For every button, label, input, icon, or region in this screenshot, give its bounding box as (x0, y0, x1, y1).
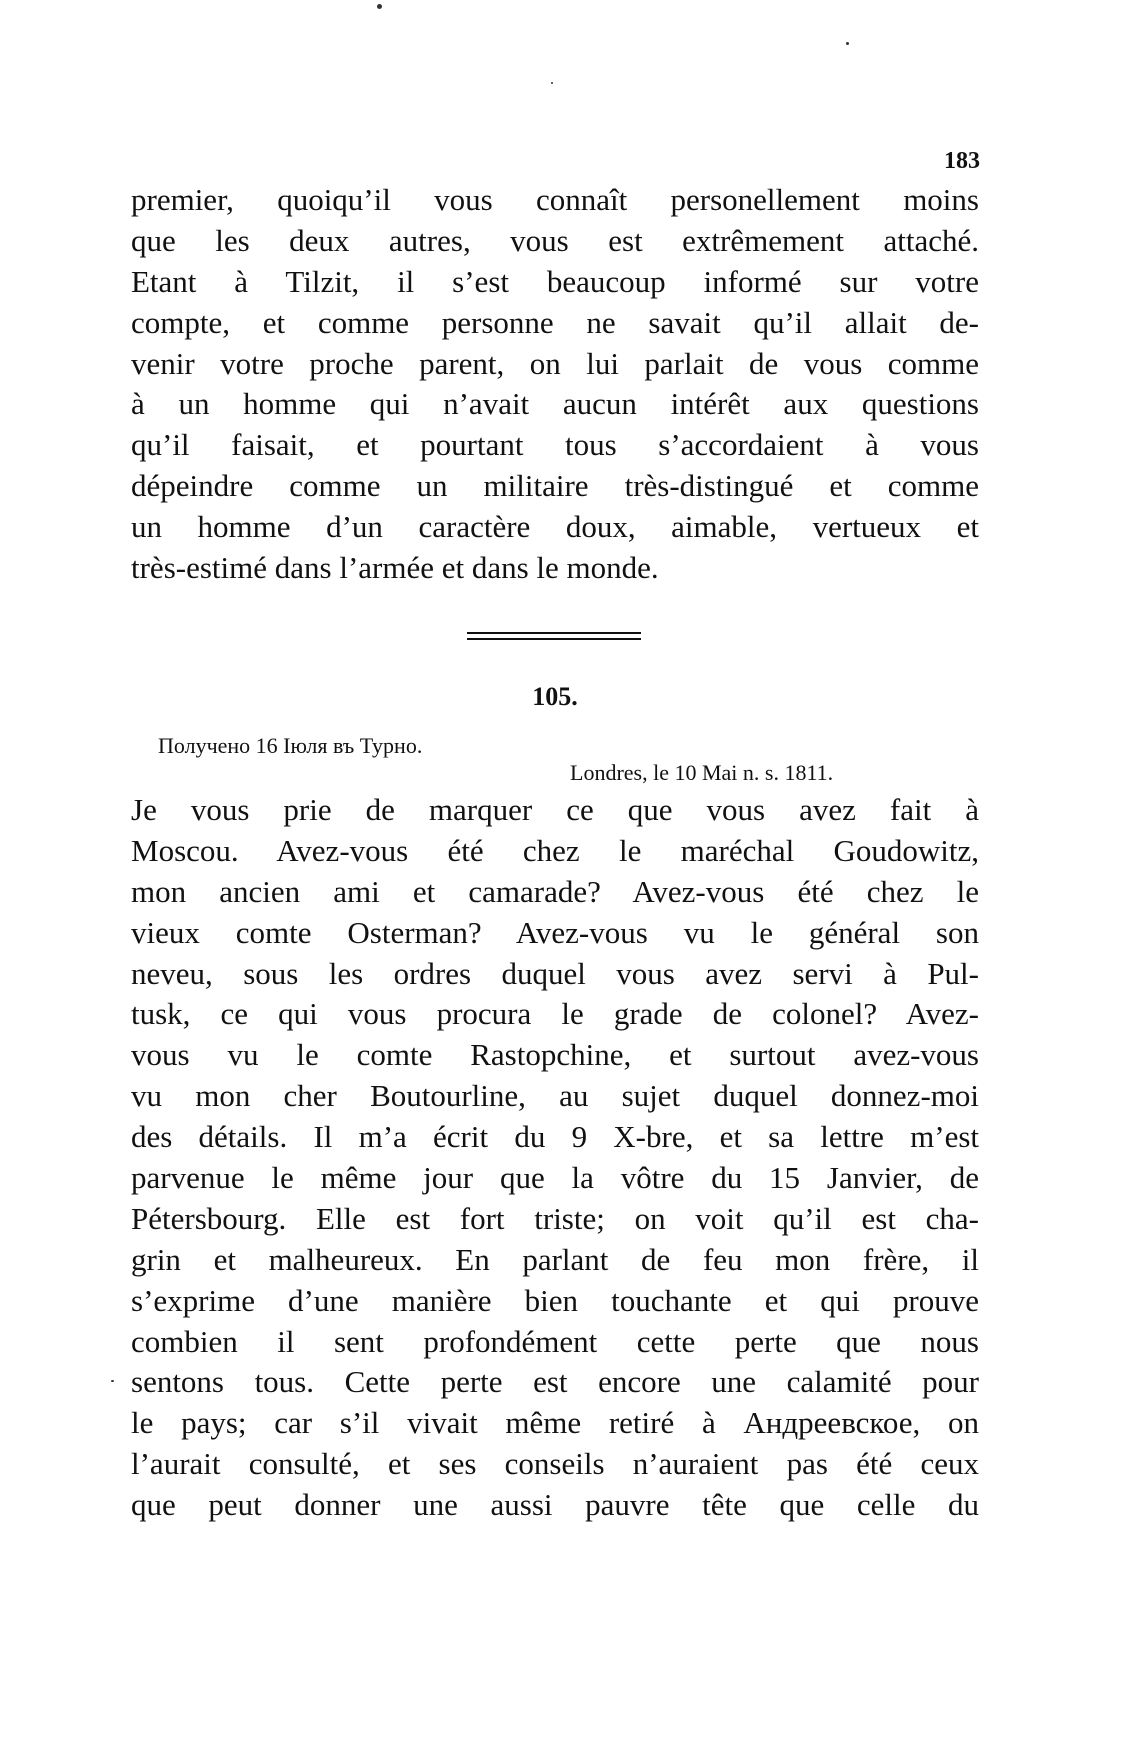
section-divider (467, 632, 641, 640)
text-line: l’aurait consulté, et ses conseils n’auraient pas été ceux (131, 1446, 979, 1482)
page-number: 183 (944, 148, 980, 174)
text-line: le pays; car s’il vivait même retiré à Андреевское, on (131, 1405, 979, 1441)
letter-dateline: Londres, le 10 Mai n. s. 1811. (570, 760, 834, 785)
text-line: que peut donner une aussi pauvre tête que celle du (131, 1487, 979, 1523)
text-block-letter (131, 790, 979, 1526)
text-line: premier, quoiqu’il vous connaît personellement moins (131, 182, 979, 217)
text-line: à un homme qui n’avait aucun intérêt aux questions (131, 386, 979, 422)
scan-speck (846, 42, 849, 45)
text-line: Moscou. Avez-vous été chez le maréchal Goudowitz, (131, 832, 979, 868)
letter-number: 105. (532, 682, 578, 711)
text-line: des détails. Il m’a écrit du 9 X-bre, et sa lettre m’est (131, 1119, 979, 1155)
divider-rule-top (467, 632, 641, 634)
text-line: dépeindre comme un militaire très-distingué et comme (131, 468, 979, 504)
text-block-continuation (131, 180, 979, 589)
text-line: mon ancien ami et camarade? Avez-vous été chez le (131, 873, 979, 909)
text-line: Je vous prie de marquer ce que vous avez fait à (131, 792, 979, 827)
divider-rule-bottom (467, 638, 641, 640)
text-line: venir votre proche parent, on lui parlait de vous comme (131, 345, 979, 381)
text-line: vu mon cher Boutourline, au sujet duquel donnez-moi (131, 1078, 979, 1114)
text-line: compte, et comme personne ne savait qu’il allait de- (131, 304, 979, 340)
scan-speck (111, 1380, 114, 1382)
text-line: combien il sent profondément cette perte que nous (131, 1323, 979, 1359)
text-line: s’exprime d’une manière bien touchante et qui prouve (131, 1282, 979, 1318)
text-line: neveu, sous les ordres duquel vous avez servi à Pul- (131, 955, 979, 991)
received-note: Получено 16 Іюля въ Турно. (158, 733, 423, 758)
scan-speck (551, 82, 553, 84)
text-line: Pétersbourg. Elle est fort triste; on voit qu’il est cha- (131, 1200, 979, 1236)
text-line: un homme d’un caractère doux, aimable, vertueux et (131, 509, 979, 545)
text-line: grin et malheureux. En parlant de feu mon frère, il (131, 1241, 979, 1277)
text-line: que les deux autres, vous est extrêmement attaché. (131, 222, 979, 258)
text-line: très-estimé dans l’armée et dans le monde. (131, 550, 659, 586)
text-line: qu’il faisait, et pourtant tous s’accordaient à vous (131, 427, 979, 463)
text-line: parvenue le même jour que la vôtre du 15 Janvier, de (131, 1160, 979, 1196)
text-line: sentons tous. Cette perte est encore une calamité pour (131, 1364, 979, 1400)
scan-speck (377, 4, 382, 9)
text-line: tusk, ce qui vous procura le grade de colonel? Avez- (131, 996, 979, 1032)
text-line: vous vu le comte Rastopchine, et surtout avez-vous (131, 1037, 979, 1073)
text-line: Etant à Tilzit, il s’est beaucoup informé sur votre (131, 263, 979, 299)
text-line: vieux comte Osterman? Avez-vous vu le général son (131, 914, 979, 950)
